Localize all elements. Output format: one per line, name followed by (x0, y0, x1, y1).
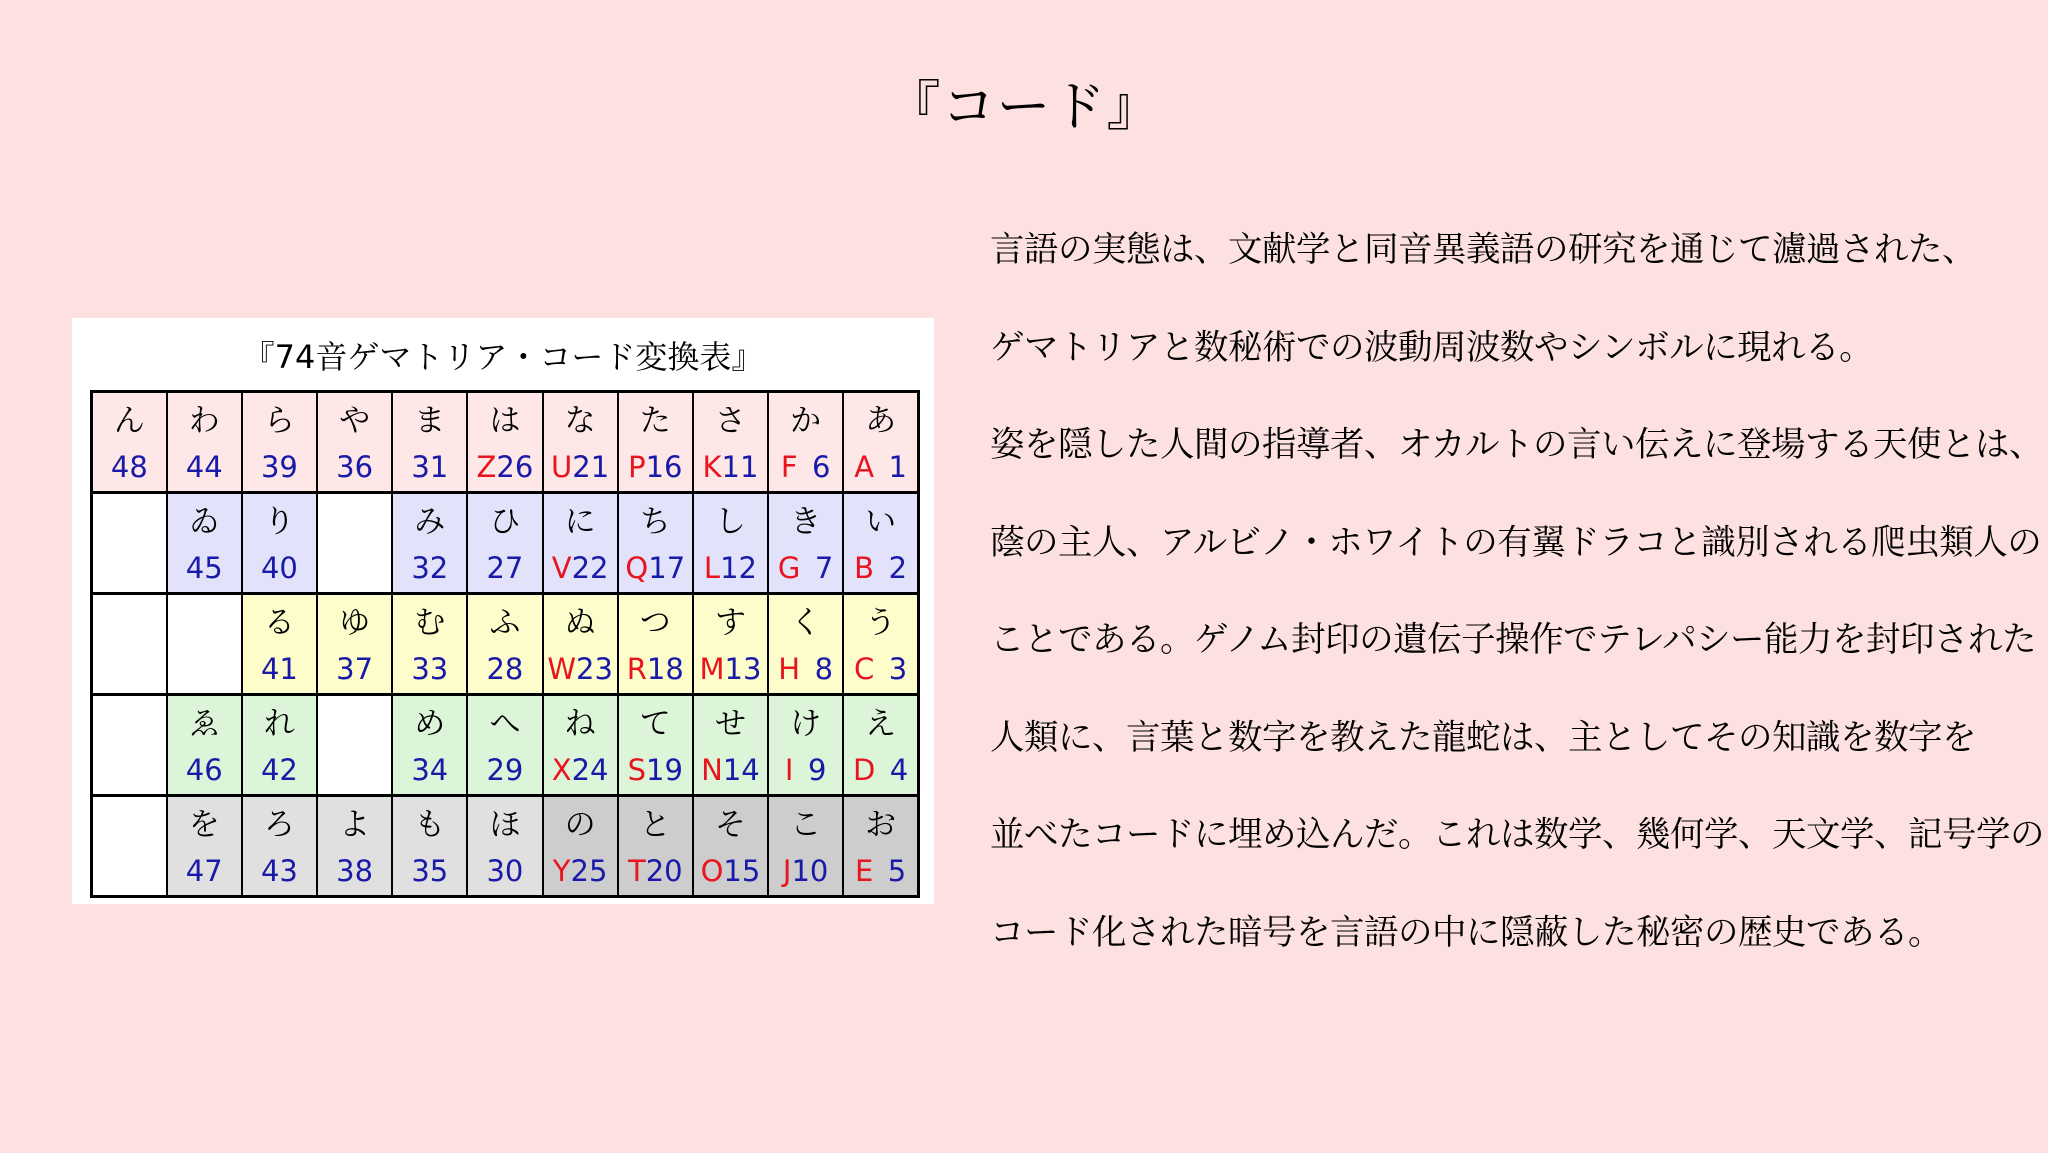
code-cell (317, 442, 392, 493)
alphabet-letter: F (780, 449, 798, 484)
kana-cell: と (618, 796, 693, 847)
body-line: 並べたコードに埋め込んだ。これは数学、幾何学、天文学、記号学の (990, 815, 2044, 855)
alphabet-letter: Z (476, 449, 497, 484)
alphabet-letter: K (702, 449, 722, 484)
alphabet-letter: L (703, 550, 721, 585)
gematria-number: 14 (722, 752, 760, 787)
gematria-number: 18 (646, 651, 684, 686)
code-cell (768, 543, 843, 594)
code-cell (543, 442, 618, 493)
code-cell (392, 543, 467, 594)
code-cell (317, 846, 392, 897)
gematria-number: 47 (185, 853, 223, 888)
body-line: ゲマトリアと数秘術での波動周波数やシンボルに現れる。 (990, 327, 1874, 368)
code-cell (392, 442, 467, 493)
gematria-number: 31 (411, 449, 449, 484)
kana-cell: る (242, 594, 317, 645)
code-cell (392, 644, 467, 695)
code-cell (467, 543, 542, 594)
alphabet-letter: G (777, 550, 801, 585)
kana-cell: こ (768, 796, 843, 847)
gematria-number: 39 (260, 449, 298, 484)
code-cell (242, 644, 317, 695)
gematria-number: 4 (889, 752, 909, 787)
gematria-number: 8 (814, 651, 834, 686)
code-cell (242, 846, 317, 897)
kana-cell: お (843, 796, 918, 847)
code-cell (768, 442, 843, 493)
alphabet-letter: Y (552, 853, 571, 888)
code-cell (768, 745, 843, 796)
code-cell (843, 442, 918, 493)
gematria-number: 34 (411, 752, 449, 787)
gematria-number: 42 (260, 752, 298, 787)
kana-cell: を (167, 796, 242, 847)
kana-cell: つ (618, 594, 693, 645)
code-cell (167, 543, 242, 594)
code-cell (843, 846, 918, 897)
gematria-table-card (72, 318, 934, 904)
code-cell (242, 745, 317, 796)
alphabet-letter: W (547, 651, 576, 686)
code-cell (768, 644, 843, 695)
code-cell (543, 644, 618, 695)
kana-cell: ね (543, 695, 618, 746)
body-line: 姿を隠した人間の指導者、オカルトの言い伝えに登場する天使とは、 (990, 425, 2043, 465)
body-line: 蔭の主人、アルビノ・ホワイトの有翼ドラコと識別される爬虫類人の (990, 522, 2042, 563)
gematria-number: 21 (572, 449, 610, 484)
kana-cell: た (618, 392, 693, 443)
kana-cell: い (843, 493, 918, 544)
gematria-number: 16 (645, 449, 683, 484)
code-cell (618, 543, 693, 594)
code-cell (242, 543, 317, 594)
kana-cell: か (768, 392, 843, 443)
gematria-number: 41 (260, 651, 298, 686)
kana-cell: ぬ (543, 594, 618, 645)
kana-cell (317, 493, 392, 544)
alphabet-letter: M (699, 651, 725, 686)
alphabet-letter: U (551, 449, 573, 484)
gematria-number: 15 (723, 853, 761, 888)
kana-cell (92, 695, 167, 746)
gematria-number: 37 (336, 651, 374, 686)
kana-row (92, 392, 919, 443)
gematria-number: 38 (336, 853, 374, 888)
kana-cell: ら (242, 392, 317, 443)
code-row (92, 644, 919, 695)
code-row (92, 846, 919, 897)
code-cell (768, 846, 843, 897)
kana-cell (317, 695, 392, 746)
code-cell (693, 442, 768, 493)
kana-row (92, 594, 919, 645)
code-cell (167, 644, 242, 695)
code-cell (543, 745, 618, 796)
code-cell (317, 745, 392, 796)
kana-cell: わ (167, 392, 242, 443)
code-cell (167, 745, 242, 796)
code-cell (317, 644, 392, 695)
gematria-number: 6 (812, 449, 831, 484)
kana-cell (92, 796, 167, 847)
code-cell (693, 745, 768, 796)
code-cell (317, 543, 392, 594)
code-cell (92, 442, 167, 493)
alphabet-letter: B (854, 550, 875, 585)
kana-cell: ゑ (167, 695, 242, 746)
code-cell (543, 846, 618, 897)
kana-cell: け (768, 695, 843, 746)
kana-cell: む (392, 594, 467, 645)
table-title: 『74音ゲマトリア・コード変換表』 (242, 338, 764, 376)
alphabet-letter: T (627, 853, 646, 888)
kana-cell: ま (392, 392, 467, 443)
body-line: コード化された暗号を言語の中に隠蔽した秘密の歴史である。 (990, 912, 1942, 953)
kana-cell: れ (242, 695, 317, 746)
code-cell (392, 846, 467, 897)
kana-cell: せ (693, 695, 768, 746)
alphabet-letter: A (854, 449, 875, 484)
kana-cell: ろ (242, 796, 317, 847)
code-row (92, 442, 919, 493)
kana-row (92, 695, 919, 746)
kana-cell (92, 594, 167, 645)
gematria-number: 24 (571, 752, 609, 787)
kana-cell: の (543, 796, 618, 847)
gematria-number: 22 (571, 550, 609, 585)
kana-cell: う (843, 594, 918, 645)
gematria-number: 28 (486, 651, 524, 686)
slide-title: 『コード』 (886, 75, 1162, 138)
gematria-number: 17 (648, 550, 686, 585)
alphabet-letter: E (854, 853, 874, 888)
kana-cell: き (768, 493, 843, 544)
code-cell (843, 644, 918, 695)
alphabet-letter: H (778, 651, 801, 686)
alphabet-letter: Q (625, 550, 649, 585)
kana-cell: や (317, 392, 392, 443)
alphabet-letter: I (784, 752, 794, 787)
kana-cell: は (467, 392, 542, 443)
kana-cell: ち (618, 493, 693, 544)
code-cell (693, 543, 768, 594)
alphabet-letter: D (852, 752, 876, 787)
code-cell (618, 745, 693, 796)
body-line: 言語の実態は、文献学と同音異義語の研究を通じて濾過された、 (990, 230, 1976, 270)
gematria-number: 25 (570, 853, 608, 888)
kana-cell: よ (317, 796, 392, 847)
code-cell (467, 745, 542, 796)
kana-cell: ひ (467, 493, 542, 544)
gematria-code-table (90, 390, 920, 898)
gematria-number: 13 (724, 651, 762, 686)
code-cell (543, 543, 618, 594)
gematria-number: 9 (807, 752, 827, 787)
code-cell (843, 745, 918, 796)
alphabet-letter: S (627, 752, 647, 787)
code-cell (693, 644, 768, 695)
gematria-number: 30 (486, 853, 524, 888)
gematria-number: 33 (411, 651, 449, 686)
gematria-number: 29 (486, 752, 524, 787)
body-line: ことである。ゲノム封印の遺伝子操作でテレパシー能力を封印された (990, 620, 2037, 660)
code-cell (167, 442, 242, 493)
alphabet-letter: O (700, 853, 724, 888)
alphabet-letter: R (626, 651, 647, 686)
gematria-number: 44 (185, 449, 223, 484)
kana-cell: く (768, 594, 843, 645)
gematria-number: 43 (260, 853, 298, 888)
code-cell (467, 846, 542, 897)
gematria-number: 46 (185, 752, 223, 787)
code-cell (92, 644, 167, 695)
kana-row (92, 493, 919, 544)
code-row (92, 543, 919, 594)
kana-cell: な (543, 392, 618, 443)
gematria-number: 26 (496, 449, 534, 484)
code-cell (92, 846, 167, 897)
gematria-number: 19 (646, 752, 683, 787)
code-cell (92, 543, 167, 594)
gematria-number: 48 (110, 449, 148, 484)
kana-cell (92, 493, 167, 544)
code-cell (467, 644, 542, 695)
gematria-number: 40 (260, 550, 298, 585)
kana-row (92, 796, 919, 847)
alphabet-letter: P (628, 449, 646, 484)
alphabet-letter: J (782, 853, 792, 888)
kana-cell: へ (467, 695, 542, 746)
kana-cell: あ (843, 392, 918, 443)
body-line: 人類に、言葉と数字を教えた龍蛇は、主としてその知識を数字を (990, 717, 1976, 758)
code-row (92, 745, 919, 796)
code-cell (618, 442, 693, 493)
kana-cell: り (242, 493, 317, 544)
alphabet-letter: C (854, 651, 875, 686)
kana-cell: ゆ (317, 594, 392, 645)
kana-cell (167, 594, 242, 645)
gematria-number: 11 (721, 449, 759, 484)
kana-cell: み (392, 493, 467, 544)
code-cell (693, 846, 768, 897)
kana-cell: ふ (467, 594, 542, 645)
gematria-number: 10 (791, 853, 829, 888)
kana-cell: さ (693, 392, 768, 443)
gematria-number: 35 (411, 853, 449, 888)
kana-cell: す (693, 594, 768, 645)
alphabet-letter: V (551, 550, 572, 585)
kana-cell: ほ (467, 796, 542, 847)
code-cell (618, 644, 693, 695)
gematria-number: 32 (411, 550, 449, 585)
code-cell (242, 442, 317, 493)
kana-cell: ん (92, 392, 167, 443)
gematria-number: 5 (887, 853, 907, 888)
gematria-number: 36 (336, 449, 374, 484)
gematria-number: 12 (720, 550, 757, 585)
gematria-number: 45 (185, 550, 223, 585)
code-cell (92, 745, 167, 796)
body-text (990, 222, 2044, 1002)
kana-cell: も (392, 796, 467, 847)
gematria-number: 2 (888, 550, 908, 585)
code-cell (167, 846, 242, 897)
gematria-number: 20 (645, 853, 683, 888)
code-cell (467, 442, 542, 493)
gematria-number: 3 (888, 651, 908, 686)
alphabet-letter: N (701, 752, 723, 787)
kana-cell: に (543, 493, 618, 544)
gematria-number: 27 (486, 550, 524, 585)
alphabet-letter: X (551, 752, 572, 787)
kana-cell: え (843, 695, 918, 746)
gematria-number: 1 (888, 449, 907, 484)
kana-cell: し (693, 493, 768, 544)
code-cell (618, 846, 693, 897)
code-cell (843, 543, 918, 594)
kana-cell: ゐ (167, 493, 242, 544)
kana-cell: め (392, 695, 467, 746)
gematria-number: 7 (814, 550, 834, 585)
kana-cell: そ (693, 796, 768, 847)
code-cell (392, 745, 467, 796)
kana-cell: て (618, 695, 693, 746)
gematria-number: 23 (576, 651, 613, 686)
